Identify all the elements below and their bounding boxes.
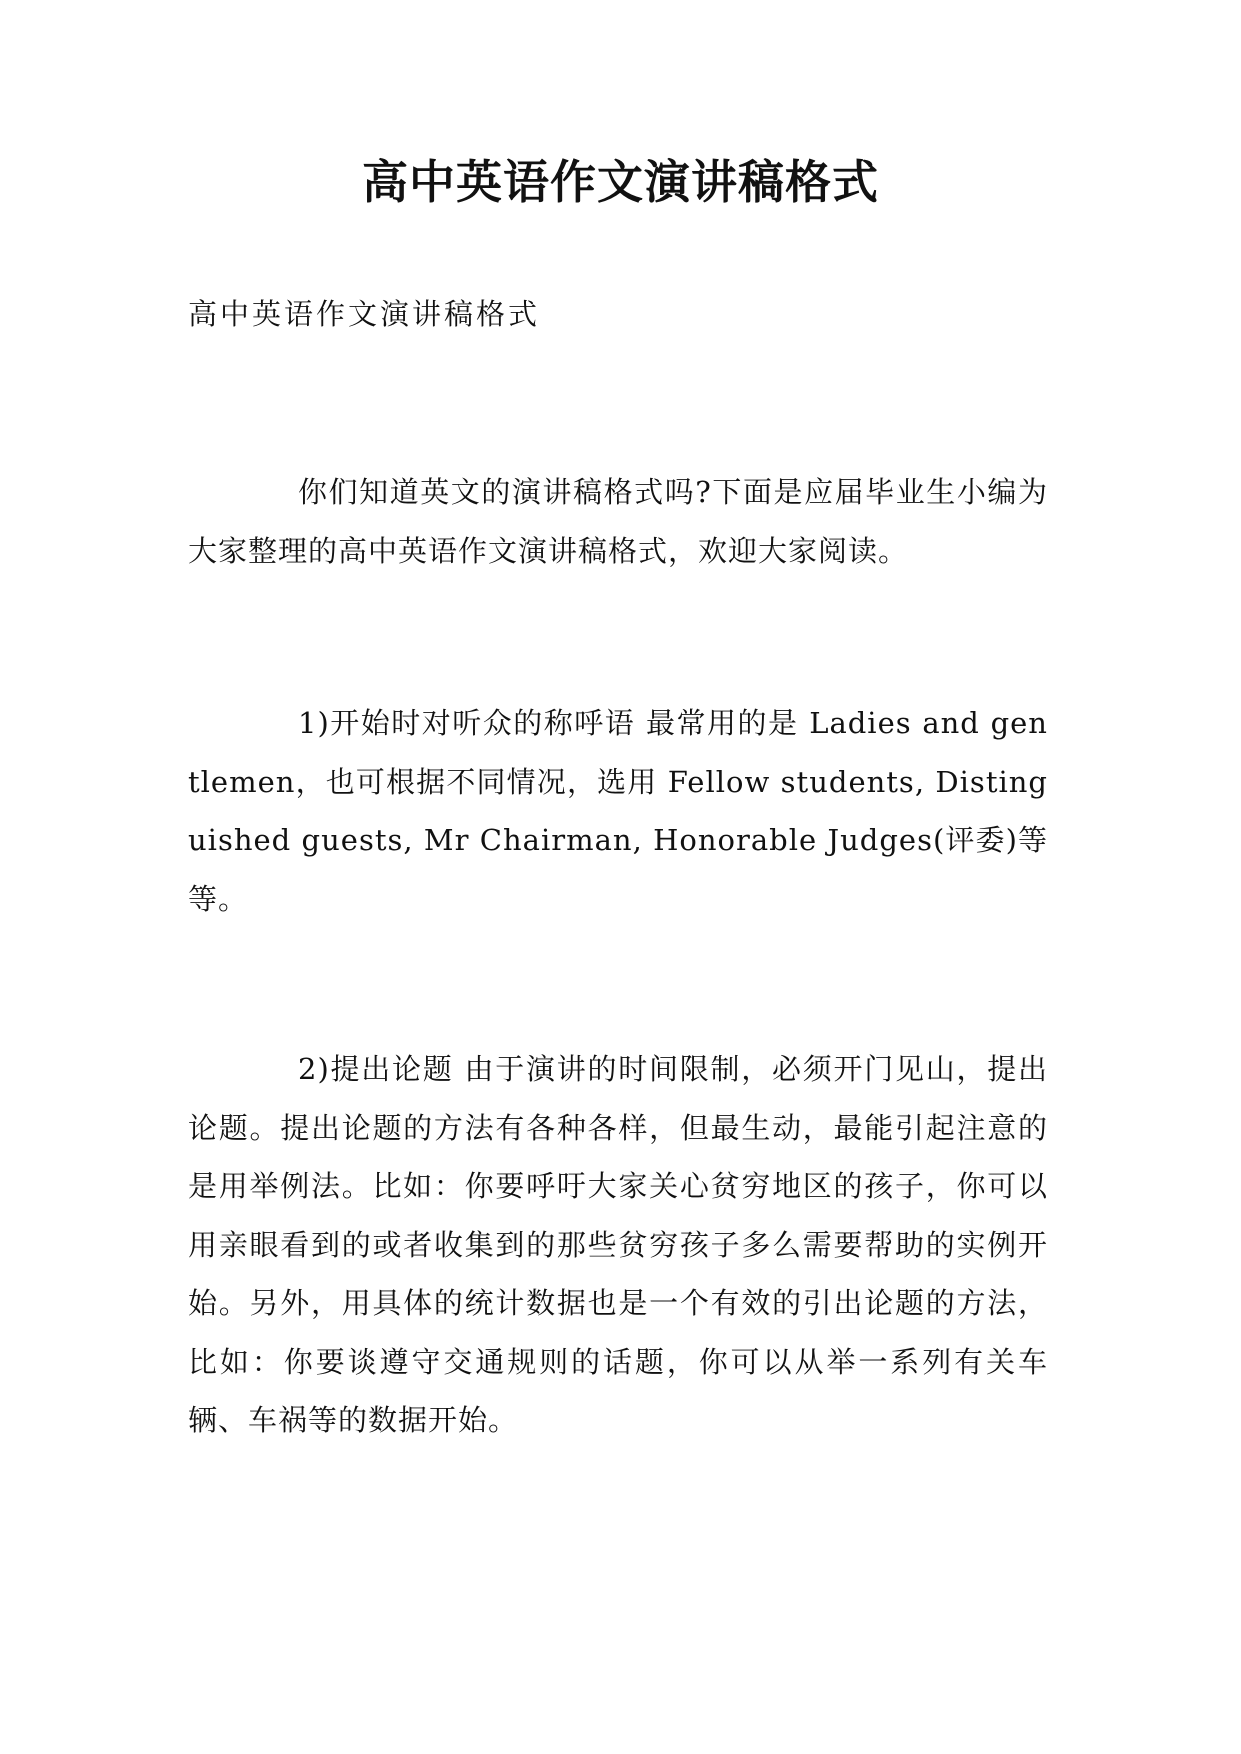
paragraph-greeting: 1)开始时对听众的称呼语 最常用的是 Ladies and gentlemen，也可根据不同情况，选用 Fellow students, Distinguished guests, Mr Chairman, Honorable Judges(评委)等等。 (188, 706, 1048, 916)
document-title: 高中英语作文演讲稿格式 (362, 155, 879, 209)
paragraph-intro: 你们知道英文的演讲稿格式吗?下面是应届毕业生小编为大家整理的高中英语作文演讲稿格式，欢迎大家阅读。 (188, 475, 1048, 568)
paragraph-topic: 2)提出论题 由于演讲的时间限制，必须开门见山，提出论题。提出论题的方法有各种各样，但最生动，最能引起注意的是用举例法。比如：你要呼吁大家关心贫穷地区的孩子，你可以用亲眼看到的或者收集到的那些贫穷孩子多么需要帮助的实例开始。另外，用具体的统计数据也是一个有效的引出论题的方法，比如：你要谈遵守交通规则的话题，你可以从举一系列有关车辆、车祸等的数据开始。 (188, 1052, 1048, 1437)
document-subtitle: 高中英语作文演讲稿格式 (188, 297, 541, 331)
